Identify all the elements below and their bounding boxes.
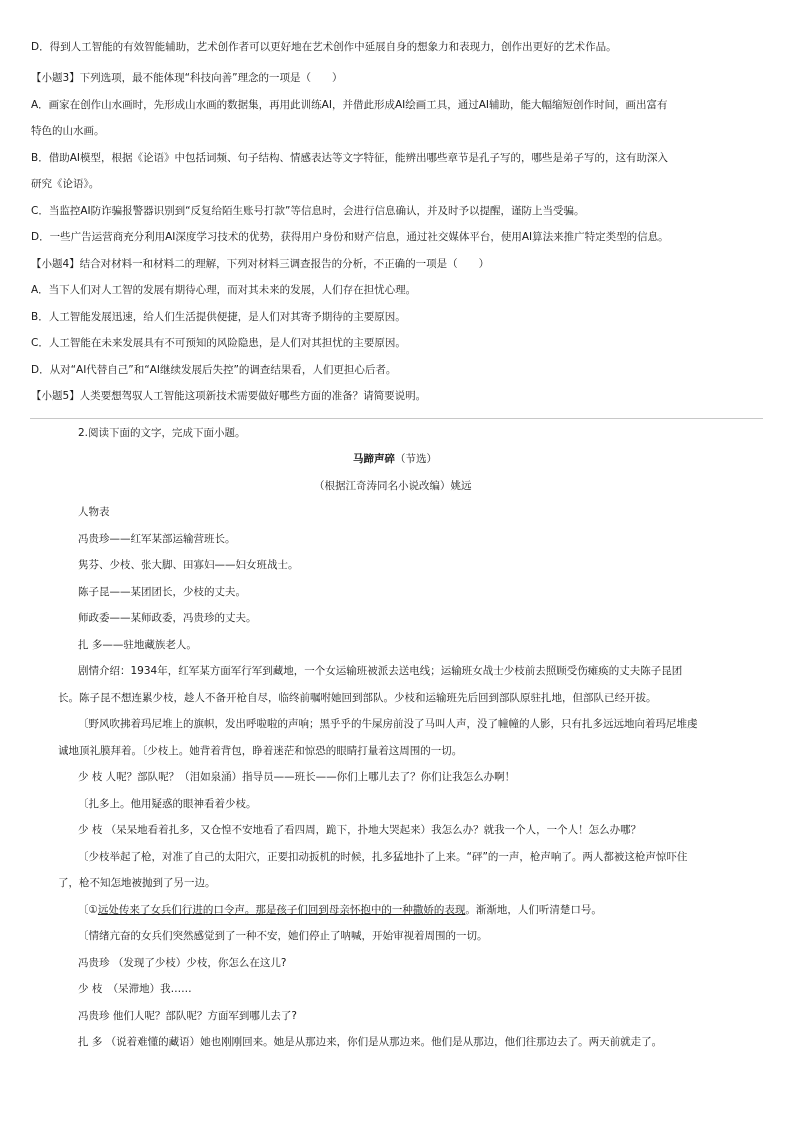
question-3-stem: 【小题3】下列选项，最不能体现“科技向善”理念的一项是（ ） [31, 72, 343, 84]
cast-item: 隽芬、少枝、张大脚、田寡妇——妇女班战士。 [78, 559, 299, 571]
underlined-sentence: 远处传来了女兵们行进的口令声。那是孩子们回到母亲怀抱中的一种撒娇的表现 [97, 904, 466, 916]
marker-1: 〔① [78, 904, 98, 916]
stage-direction-cont: 了，枪不知怎地被抛到了另一边。 [58, 877, 216, 889]
question-5-stem: 【小题5】人类要想驾驭人工智能这项新技术需要做好哪些方面的准备？请简要说明。 [31, 390, 427, 402]
dialogue-line: 冯贵珍 他们人呢？部队呢？方面军到哪儿去了? [78, 1010, 297, 1022]
q4-option-a: A．当下人们对人工智的发展有期待心理，而对其未来的发展，人们存在担忧心理。 [31, 284, 417, 296]
cast-item: 陈子昆——某团团长，少枝的丈夫。 [78, 586, 246, 598]
q3-option-d: D．一些广告运营商充分利用AI深度学习技术的优势，获得用户身份和财产信息，通过社交媒体平台，使用AI算法来推广特定类型的信息。 [31, 231, 669, 243]
passage-instruction: 2.阅读下面的文字，完成下面小题。 [78, 427, 246, 439]
stage-direction: 〔扎多上。他用疑惑的眼神看着少枝。 [78, 798, 257, 810]
stage-direction: 〔少枝举起了枪，对准了自己的太阳穴，正要扣动扳机的时候，扎多猛地扑了上来。“砰”的一声，枪声响了。两人都被这枪声惊吓住 [78, 851, 688, 863]
plot-intro-cont: 长。陈子昆不想连累少枝，趁人不备开枪自尽，临终前嘱咐她回到部队。少枝和运输班先后回到部队原驻扎地，但部队已经开拔。 [58, 692, 657, 704]
dialogue-line: 冯贵珍 （发现了少枝）少枝，你怎么在这儿? [78, 957, 287, 969]
dialogue-line: 扎 多 （说着难懂的藏语）她也刚刚回来。她是从那边来，你们是从那边来。他们是从那边，他们往那边去了。两天前就走了。 [78, 1036, 663, 1048]
cast-item: 扎 多——驻地藏族老人。 [78, 639, 197, 651]
stage-direction: 〔情绪亢奋的女兵们突然感觉到了一种不安，她们停止了呐喊，开始审视着周围的一切。 [78, 930, 488, 942]
q4-option-d: D．从对“AI代替自己”和“AI继续发展后失控”的调查结果看，人们更担心后者。 [31, 364, 397, 376]
dialogue-line: 少 枝 （呆呆地看着扎多，又仓惶不安地看了看四周，跪下，扑地大哭起来）我怎么办？就我一个人，一个人！怎么办哪？ [78, 824, 642, 836]
plot-intro: 剧情介绍：1934年，红军某方面军行军到藏地，一个女运输班被派去送电线；运输班女战士少枝前去照顾受伤瘫痪的丈夫陈子昆团 [78, 665, 683, 677]
section-divider [30, 418, 763, 419]
q3-option-a-cont: 特色的山水画。 [31, 125, 105, 137]
stage-direction-cont: 诚地顶礼膜拜着。〔少枝上。她背着背包，睁着迷茫和惊恐的眼睛打量着这周围的一切。 [58, 745, 463, 757]
cast-item: 师政委——某师政委，冯贵珍的丈夫。 [78, 612, 257, 624]
q3-option-a: A．画家在创作山水画时，先形成山水画的数据集，再用此训练AI，并借此形成AI绘画工具，通过AI辅助，能大幅缩短创作时间，画出富有 [31, 99, 668, 111]
stage-direction: 〔野风吹拂着玛尼堆上的旗帜，发出呼啦啦的声响；黑乎乎的牛屎房前没了马叫人声，没了幢幢的人影，只有扎多远远地向着玛尼堆虔 [78, 718, 698, 730]
dialogue-line: 少 枝 （呆滞地）我…… [78, 983, 192, 995]
stage-direction-tail: 。渐渐地，人们听清楚口号。 [465, 904, 602, 916]
stage-direction-underlined [78, 903, 602, 917]
q4-option-b: B．人工智能发展迅速，给人们生活提供便捷，是人们对其寄予期待的主要原因。 [31, 311, 406, 323]
cast-item: 冯贵珍——红军某部运输营班长。 [78, 533, 236, 545]
passage-title [353, 452, 437, 466]
question-4-stem: 【小题4】结合对材料一和材料二的理解，下列对材料三调查报告的分析，不正确的一项是（ ） [31, 258, 490, 270]
q3-option-b: B．借助AI模型，根据《论语》中包括词频、句子结构、情感表达等文字特征，能辨出哪些章节是孔子写的，哪些是弟子写的，这有助深入 [31, 152, 668, 164]
q4-option-c: C．人工智能在未来发展具有不可预知的风险隐患，是人们对其担忧的主要原因。 [31, 337, 406, 349]
title-text: 马蹄声碎 [353, 453, 395, 465]
title-note: （节选） [395, 453, 437, 465]
option-d-prev: D．得到人工智能的有效智能辅助，艺术创作者可以更好地在艺术创作中延展自身的想象力和表现力，创作出更好的艺术作品。 [31, 41, 617, 53]
cast-heading: 人物表 [78, 506, 110, 518]
q3-option-c: C．当监控AI防诈骗报警器识别到“反复给陌生账号打款”等信息时，会进行信息确认，并及时予以提醒，谨防上当受骗。 [31, 205, 585, 217]
passage-source: （根据江奇涛同名小说改编）姚远 [314, 480, 472, 492]
dialogue-line: 少 枝 人呢？部队呢？（泪如泉涌）指导员——班长——你们上哪儿去了？你们让我怎么办啊！ [78, 771, 516, 783]
q3-option-b-cont: 研究《论语》。 [31, 178, 100, 190]
